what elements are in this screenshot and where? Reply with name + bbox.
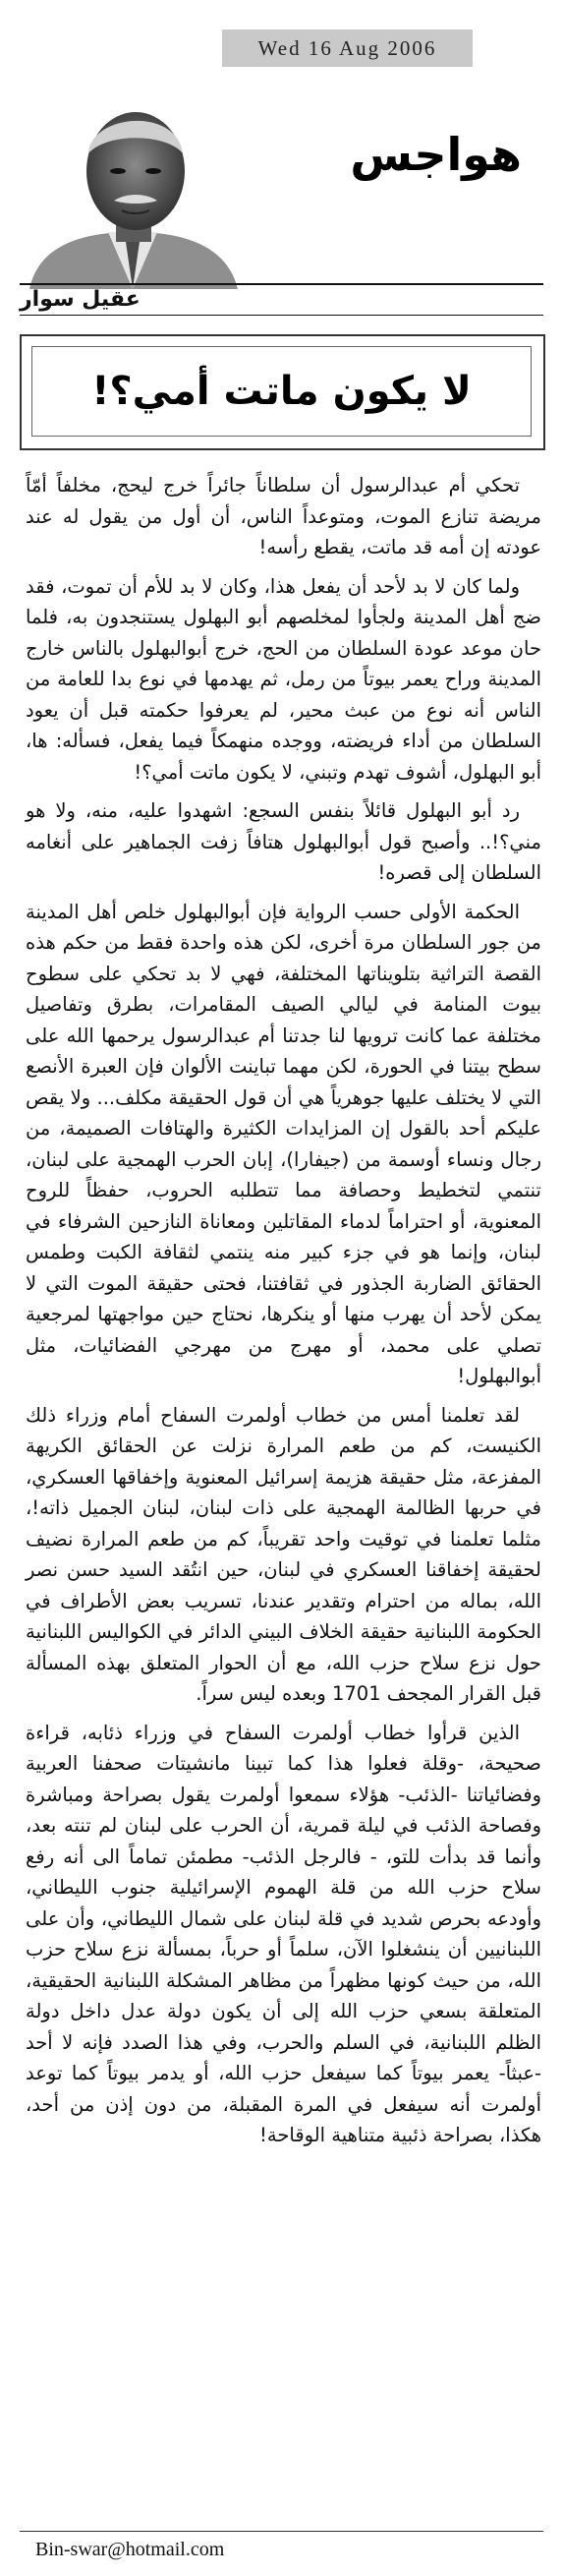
article-headline: لا يكون ماتت أمي؟! — [91, 369, 472, 414]
article-paragraph: لقد تعلمنا أمس من خطاب أولمرت السفاح أمام وزراء ذلك الكنيست، كم من طعم المرارة نزلت عن الحقائق الكريهة المفزعة، مثل حقيقة هزيمة إسرائيل المعنوية وإخفاقها العسكري، في حربها الظالمة الهمجية على ذات لبنان، لبنان الجميل ذاته!، مثلما تعلمنا في توقيت واحد تقريباً، كم من طعم المرارة نضيف لحقيقة إخفاقنا العسكري في لبنان، حين انتُقد السيد حسن نصر الله، بماله من احترام وتقدير عندنا، تسريب بعض الأطراف في الحكومة اللبنانية حقيقة الخلاف البيني الدائر في الكواليس اللبنانية حول نزع سلاح حزب الله، مع أن الحوار المتعلق بهذه المسألة قبل القرار المجحف 1701 وبعده ليس سراً. — [26, 1403, 541, 1705]
footer-divider — [20, 2531, 543, 2532]
article-paragraph: ولما كان لا بد لأحد أن يفعل هذا، وكان لا بد للأم أن تموت، فقد ضج أهل المدينة ولجأوا لمخلصهم أبو البهلول يستنجدون به، فلما حان موعد عودة السلطان من الحج، خرج أبوالبهلول بالناس خارج المدينة وراح يعمر بيوتاً من رمل، ثم يهدمها في نوع بدا للعامة من الناس أنه نوع من عبث محير، لم يعرفوا حكمته قبل أن يعود السلطان من أداء فريضته، ووجده منهمكاً فيما يفعل، فسأله: ها، أبو البهلول، أشوف تهدم وتبني، لا يكون ماتت أمي؟! — [26, 574, 541, 784]
date-text: Wed 16 Aug 2006 — [257, 35, 437, 60]
article-body — [26, 470, 541, 2151]
author-name: عقيل سوار — [20, 287, 141, 312]
author-portrait — [20, 85, 246, 289]
column-title: هواجس — [350, 128, 522, 181]
article-paragraph: الحكمة الأولى حسب الرواية فإن أبوالبهلول خلص أهل المدينة من جور السلطان مرة أخرى، لكن هذه واحدة فقط من حكم هذه القصة التراثية بتلويناتها المختلفة، فهي لا بد تحكي على سطوح بيوت المنامة في ليالي الصيف المقامرات، بطرق وتفاصيل مختلفة عما كانت ترويها لنا جدتنا أم عبدالرسول يرحمها الله على سطح بيتنا في الحورة، لكن مهما تباينت الألوان فإن العبرة الأنصع التي لا يختلف عليها جوهرياً هي أن قول الحقيقة مكلف... ولا يقص عليكم أحد بالقول إن المزايدات الكثيرة والهتافات الصميمة، من رجال ونساء أوسمة من (جيفارا)، إبان الحرب الهمجية على لبنان، تنتمي لتخطيط وحصافة مما تتطلبه الحروب، حفظاً للروح المعنوية، أو احتراماً لدماء المقاتلين ومعاناة النازحين الشرفاء في لبنان، وإنما هو في جزء كبير منه ينتمي لثقافة الكبت وطمس الحقائق الضاربة الجذور في ثقافتنا، فحتى حقيقة الموت التي لا يمكن لأحد أن يهرب منها أو ينكرها، نحتاج حين مواجهتها لمرجعية تصلي على محمد، أو مهرج من مهرجي الفضائيات، مثل أبوالبهلول! — [26, 900, 541, 1387]
article-paragraph: رد أبو البهلول قائلاً بنفس السجع: اشهدوا عليه، منه، ولا هو مني؟!.. وأصبح قول أبوالبهلول هتافاً زفت الجماهير على أنغامه السلطان إلى قصره! — [26, 799, 541, 884]
date-banner — [222, 29, 473, 67]
header-divider — [20, 283, 543, 285]
headline-inner-frame — [31, 346, 532, 437]
author-email: Bin-swar@hotmail.com — [35, 2539, 225, 2560]
article-paragraph: الذين قرأوا خطاب أولمرت السفاح في وزراء ذئابه، قراءة صحيحة، -وقلة فعلوا هذا كما تبينا مانشيتات صحفنا العربية وفضائياتنا -الذئب- هؤلاء سمعوا أولمرت يقول بصراحة ومباشرة وفصاحة الذئب في ليلة قمرية، أن الحرب على لبنان لم تنته بعد، وأنما قد بدأت للتو، - فالرجل الذئب- مطمئن تماماً الى أنه رفع سلاح حزب الله من قلة الهموم الإسرائيلية جنوب الليطاني، وأودعه بحرص شديد في قلة لبنان على شمال الليطاني، وأن على اللبنانيين أن ينشغلوا الآن، سلماً أو حرباً، بمسألة نزع سلاح حزب الله، من حيث كونها مظهراً من مظاهر المشكلة اللبنانية الحقيقية، المتعلقة بسعي حزب الله إلى أن يكون دولة عدل داخل دولة الظلم اللبنانية، في السلم والحرب، وفي هذا الصدد فإنه لا أحد -عبثاً- يعمر بيوتاً كما سيفعل حزب الله، أو يدمر بيوتاً كما توعد أولمرت أنه سيفعل في المرة المقبلة، من دون إذن من أحد، هكذا، بصراحة ذئبية متناهية الوقاحة! — [26, 1721, 541, 2146]
article-paragraph: تحكي أم عبدالرسول أن سلطاناً جائراً خرج ليحج، مخلفاً أمّاً مريضة تنازع الموت، ومتوعداً الناس، أن أول من يقول له عند عودته إن أمه قد ماتت، يقطع رأسه! — [26, 474, 541, 558]
headline-box — [20, 334, 545, 450]
author-divider — [20, 315, 543, 316]
